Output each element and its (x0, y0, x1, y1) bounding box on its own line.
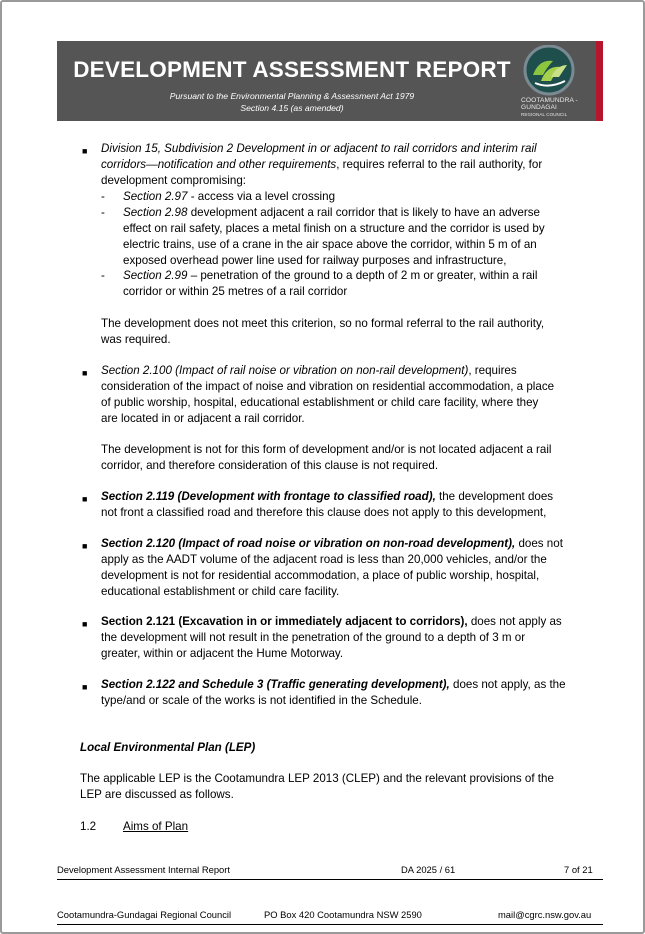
footer-page-number: 7 of 21 (564, 864, 593, 875)
report-subtitle-act: Pursuant to the Environmental Planning & Assessment Act 1979 (169, 91, 415, 101)
bullet2-line4: are located in or adjacent a rail corridor. (101, 412, 305, 425)
bullet1-sub2-line2: effect on rail safety, places a metal finish on a structure and the corridor is used by (123, 222, 545, 235)
bullet4-line4: educational establishment or child care facility. (101, 585, 340, 598)
section-title: Aims of Plan (123, 820, 189, 833)
bullet1-sub3-line1: Section 2.99 – penetration of the ground to a depth of 2 m or greater, within a rail (123, 269, 538, 282)
bullet1-line1: Division 15, Subdivision 2 Development in or adjacent to rail corridors and interim rail (101, 142, 537, 155)
bullet-marker: ■ (82, 541, 88, 551)
bullet2-line1: Section 2.100 (Impact of rail noise or vibration on non-rail development), requires (101, 364, 517, 377)
footer-council-name: Cootamundra-Gundagai Regional Council (57, 909, 232, 920)
dash-marker: - (101, 206, 105, 219)
bullet2-line3: of public worship, hospital, educational establishment or child care facility, where they (101, 396, 539, 409)
footer-rule-bottom (57, 924, 603, 925)
logo-text-line3: REGIONAL COUNCIL (521, 111, 568, 117)
bullet6-line1: Section 2.122 and Schedule 3 (Traffic generating development), does not apply, as the (101, 678, 566, 691)
footer-report-name: Development Assessment Internal Report (57, 864, 231, 875)
bullet2-conclusion-line2: corridor, and therefore consideration of this clause is not required. (101, 459, 439, 472)
bullet2-conclusion-line1: The development is not for this form of development and/or is not located adjacent a rail (101, 443, 552, 456)
bullet1-line3: development compromising: (101, 174, 246, 187)
bullet4-line1: Section 2.120 (Impact of road noise or vibration on non-road development), does not (101, 537, 563, 550)
dash-marker: - (101, 269, 105, 282)
bullet1-sub3-line2: corridor or within 25 metres of a rail corridor (123, 285, 348, 298)
logo-text-line2: GUNDAGAI (521, 103, 557, 111)
report-subtitle-section: Section 4.15 (as amended) (240, 103, 344, 113)
bullet4-line2: apply as the AADT volume of the adjacent road is less than 20,000 vehicles, and/or the (101, 553, 547, 566)
bullet2-line2: consideration of the impact of noise and vibration on residential accommodation, a place (101, 380, 555, 393)
bullet5-line2: the development will not result in the penetration of the ground to a depth of 3 m or (101, 631, 526, 644)
council-logo-wordmark (521, 98, 591, 117)
bullet3-line2: not front a classified road and therefore this clause does not apply to this development, (101, 506, 547, 519)
bullet-marker: ■ (82, 619, 88, 629)
bullet5-line3: greater, within or adjacent the Hume Motorway. (101, 647, 344, 660)
footer-rule-top (57, 879, 603, 880)
bullet-marker: ■ (82, 146, 88, 156)
bullet1-sub2-line3: electric trains, use of a crane in the air space above the corridor, within 5 m of an (123, 238, 537, 251)
bullet-marker: ■ (82, 682, 88, 692)
footer-email: mail@cgrc.nsw.gov.au (498, 909, 592, 920)
bullet1-conclusion-line2: was required. (101, 333, 171, 346)
bullet1-line2: corridors—notification and other requirements, requires referral to the rail authority, for (101, 158, 543, 171)
lep-heading: Local Environmental Plan (LEP) (80, 741, 256, 754)
bullet1-sub2-line1: Section 2.98 development adjacent a rail corridor that is likely to have an adverse (123, 206, 540, 219)
logo-text-line1: COOTAMUNDRA - (521, 97, 578, 104)
council-logo (519, 45, 589, 117)
bullet1-conclusion-line1: The development does not meet this criterion, so no formal referral to the rail authority, (101, 317, 545, 330)
lep-paragraph-line1: The applicable LEP is the Cootamundra LEP 2013 (CLEP) and the relevant provisions of the (80, 772, 554, 785)
banner-accent-bar (596, 41, 603, 121)
section-number: 1.2 (80, 820, 97, 833)
report-banner (57, 41, 603, 121)
bullet4-line3: development is not for residential accommodation, a place of public worship, hospital, (101, 569, 540, 582)
bullet3-line1: Section 2.119 (Development with frontage to classified road), the development does (101, 490, 554, 503)
dash-marker: - (101, 190, 105, 203)
bullet1-sub2-line4: exposed overhead power line used for railway purposes and infrastructure, (123, 254, 507, 267)
report-title: DEVELOPMENT ASSESSMENT REPORT (73, 57, 511, 82)
lep-paragraph-line2: LEP are discussed as follows. (80, 788, 234, 801)
footer-po-box: PO Box 420 Cootamundra NSW 2590 (264, 909, 422, 920)
bullet-marker: ■ (82, 368, 88, 378)
bullet1-sub1: Section 2.97 - access via a level crossing (123, 190, 336, 203)
footer-da-number: DA 2025 / 61 (401, 864, 456, 875)
bullet5-line1: Section 2.121 (Excavation in or immediately adjacent to corridors), does not apply as (101, 615, 562, 628)
bullet-marker: ■ (82, 494, 88, 504)
bullet6-line2: type/and or scale of the works is not identified in the Schedule. (101, 694, 422, 707)
council-logo-icon (519, 45, 589, 97)
